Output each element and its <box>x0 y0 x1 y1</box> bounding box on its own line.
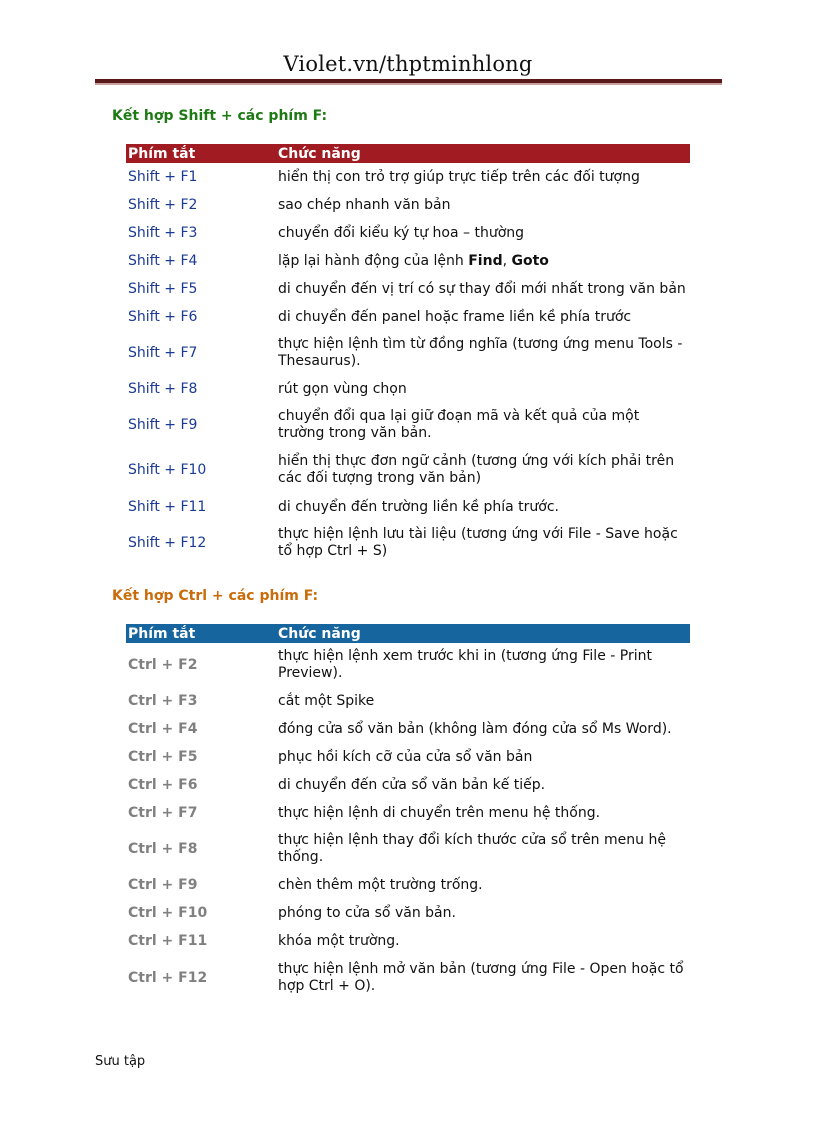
shortcut-description: thực hiện lệnh mở văn bản (tương ứng File - Open hoặc tổ hợp Ctrl + O). <box>278 961 684 994</box>
shortcut-key: Shift + F4 <box>128 252 198 269</box>
table-row <box>126 827 690 871</box>
shortcut-description: phóng to cửa sổ văn bản. <box>278 904 456 921</box>
table-row <box>126 403 690 447</box>
shortcut-key: Shift + F1 <box>128 168 198 185</box>
shortcut-key: Shift + F12 <box>128 534 207 551</box>
shortcut-key: Shift + F5 <box>128 280 198 297</box>
shortcut-description: thực hiện lệnh di chuyển trên menu hệ thống. <box>278 804 601 821</box>
table-row <box>126 219 690 247</box>
shortcut-key: Shift + F8 <box>128 380 198 397</box>
table-row <box>126 493 690 521</box>
shortcut-description: chèn thêm một trường trống. <box>278 876 483 893</box>
shortcut-key: Shift + F10 <box>128 461 207 478</box>
shortcut-key: Shift + F6 <box>128 308 198 325</box>
shortcut-description: thực hiện lệnh thay đổi kích thước cửa sổ trên menu hệ thống. <box>278 832 666 865</box>
table-row <box>126 687 690 715</box>
column-header-function: Chức năng <box>278 145 361 162</box>
table-row <box>126 447 690 493</box>
column-header-key: Phím tắt <box>128 145 196 162</box>
table-row <box>126 899 690 927</box>
column-header-key: Phím tắt <box>128 625 196 642</box>
table-row <box>126 191 690 219</box>
shortcut-key: Shift + F7 <box>128 344 198 361</box>
page-footer: Sưu tập <box>95 1054 146 1069</box>
shortcut-description: thực hiện lệnh xem trước khi in (tương ứng File - Print Preview). <box>278 648 652 681</box>
table-row <box>126 163 690 191</box>
table-row <box>126 871 690 899</box>
table-row <box>126 375 690 403</box>
table-row <box>126 521 690 565</box>
column-header-function: Chức năng <box>278 625 361 642</box>
shortcut-description: sao chép nhanh văn bản <box>278 196 451 213</box>
shortcut-key: Shift + F3 <box>128 224 198 241</box>
shortcut-description: di chuyển đến vị trí có sự thay đổi mới nhất trong văn bản <box>278 280 686 297</box>
table-row <box>126 955 690 1001</box>
table-row <box>126 643 690 687</box>
table-row <box>126 275 690 303</box>
shortcut-key: Ctrl + F9 <box>128 876 198 893</box>
ctrl-shortcut-table <box>126 624 690 1001</box>
description-text: lặp lại hành động của lệnh <box>278 252 469 269</box>
shortcut-description: khóa một trường. <box>278 932 400 949</box>
table-row <box>126 743 690 771</box>
shortcut-key: Ctrl + F8 <box>128 840 198 857</box>
shift-section-heading: Kết hợp Shift + các phím F: <box>112 108 328 124</box>
shortcut-description: di chuyển đến cửa sổ văn bản kế tiếp. <box>278 776 546 793</box>
shortcut-description: thực hiện lệnh tìm từ đồng nghĩa (tương ứng menu Tools - Thesaurus). <box>278 336 683 369</box>
table-row <box>126 247 690 275</box>
separator: , <box>502 252 512 269</box>
shortcut-description: chuyển đổi qua lại giữ đoạn mã và kết quả của một trường trong văn bản. <box>278 408 640 441</box>
shortcut-description <box>278 253 690 270</box>
shortcut-key: Ctrl + F12 <box>128 969 208 986</box>
shortcut-key: Shift + F11 <box>128 498 207 515</box>
shortcut-key: Ctrl + F6 <box>128 776 198 793</box>
shortcut-description: cắt một Spike <box>278 692 375 709</box>
shortcut-key: Shift + F9 <box>128 416 198 433</box>
ctrl-table-header <box>126 624 690 643</box>
shortcut-key: Ctrl + F2 <box>128 656 198 673</box>
header-rule-shadow <box>95 83 722 85</box>
table-row <box>126 715 690 743</box>
shortcut-description: thực hiện lệnh lưu tài liệu (tương ứng với File - Save hoặc tổ hợp Ctrl + S) <box>278 526 678 559</box>
shortcut-key: Ctrl + F4 <box>128 720 198 737</box>
shortcut-key: Ctrl + F7 <box>128 804 198 821</box>
shortcut-description: hiển thị con trỏ trợ giúp trực tiếp trên các đối tượng <box>278 168 640 185</box>
shift-table-header <box>126 144 690 163</box>
command-goto: Goto <box>511 252 549 269</box>
shortcut-key: Ctrl + F11 <box>128 932 208 949</box>
table-row <box>126 927 690 955</box>
table-row <box>126 799 690 827</box>
shortcut-key: Ctrl + F5 <box>128 748 198 765</box>
shortcut-description: đóng cửa sổ văn bản (không làm đóng cửa sổ Ms Word). <box>278 720 672 737</box>
shift-shortcut-table <box>126 144 690 565</box>
shortcut-key: Ctrl + F3 <box>128 692 198 709</box>
command-find: Find <box>468 252 503 269</box>
shortcut-key: Ctrl + F10 <box>128 904 208 921</box>
table-row <box>126 331 690 375</box>
table-row <box>126 303 690 331</box>
table-row <box>126 771 690 799</box>
shortcut-description: di chuyển đến trường liền kề phía trước. <box>278 498 560 515</box>
shortcut-description: hiển thị thực đơn ngữ cảnh (tương ứng với kích phải trên các đối tượng trong văn bản) <box>278 453 675 486</box>
shortcut-description: phục hồi kích cỡ của cửa sổ văn bản <box>278 748 533 765</box>
ctrl-section-heading: Kết hợp Ctrl + các phím F: <box>112 588 319 604</box>
shortcut-key: Shift + F2 <box>128 196 198 213</box>
shortcut-description: rút gọn vùng chọn <box>278 380 407 397</box>
page-header-title: Violet.vn/thptminhlong <box>283 52 533 76</box>
shortcut-description: chuyển đổi kiểu ký tự hoa – thường <box>278 224 525 241</box>
shortcut-description: di chuyển đến panel hoặc frame liền kề phía trước <box>278 308 632 325</box>
